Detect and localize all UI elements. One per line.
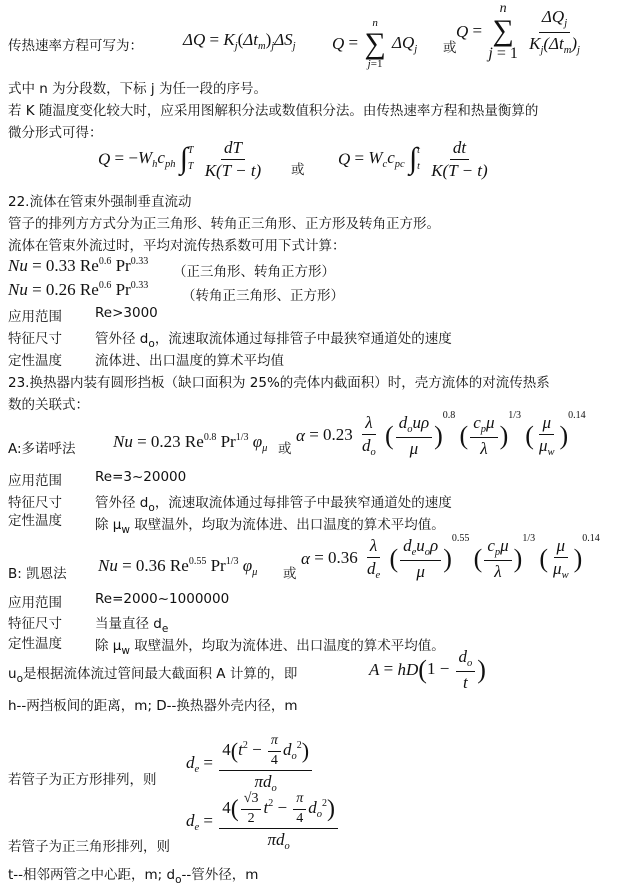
- heat-rate-equation: $\Delta Q = K_j(\Delta t_m)_j\Delta S_j$: [183, 30, 296, 52]
- donohue-alpha-equation: α = 0.23 $\frac{\lambda}{d_o}$ ( $\frac{d_ou\rho}{\mu}$ )$^{0.8}$ ( $\frac{c_p\mu}{\lambda}$ )$^{1/3}$ ( $\frac{\mu}{\mu_w}$ )$^{0.14}$: [296, 410, 586, 459]
- sum-equation: Q = n ∑ j=1 $\Delta Q_j$: [332, 17, 418, 70]
- triangle-arrangement-text: 若管子为正三角形排列，则: [8, 839, 170, 855]
- char-label-A: 特征尺寸: [8, 495, 62, 511]
- section-22-para-2: 流体在管束外流过时，平均对流传热系数可用下式计算：: [8, 238, 346, 254]
- integral-equation-hot: $Q = -W_hc_{ph}$ ∫ T T $\frac{dT}{K(T - t)}$: [98, 138, 262, 180]
- intro-text: 传热速率方程可写为：: [8, 38, 143, 54]
- text-line-3b: 微分形式可得：: [8, 125, 103, 141]
- char-value-22: 管外径 $d_o$，流速取流体通过每排管子中最狭窄通道处的速度: [95, 331, 452, 350]
- kern-or: 或: [283, 566, 297, 582]
- donohue-label: A:多诺呼法: [8, 441, 76, 457]
- range-value-A: Re=3~20000: [95, 469, 187, 485]
- char-label-22: 特征尺寸: [8, 331, 62, 347]
- section-23-heading-b: 数的关联式：: [8, 397, 89, 413]
- temp-label-22: 定性温度: [8, 353, 62, 369]
- square-arrangement-text: 若管子为正方形排列，则: [8, 772, 157, 788]
- section-22-heading: 22.流体在管束外强制垂直流动: [8, 194, 192, 210]
- t-do-definition: t--相邻两管之中心距，m; $d_o--$管外径，m: [8, 867, 259, 886]
- temp-label-A: 定性温度: [8, 513, 62, 529]
- range-label-B: 应用范围: [8, 595, 62, 611]
- temp-value-22: 流体进、出口温度的算术平均值: [95, 353, 284, 369]
- kern-alpha-equation: α = 0.36 $\frac{\lambda}{d_e}$ ( $\frac{d_eu_o\rho}{\mu}$ )$^{0.55}$ ( $\frac{c_p\mu}{\lambda}$ )$^{1/3}$ ( $\frac{\mu}{\mu_w}$ )$^{0.14}$: [301, 533, 600, 582]
- nusselt-eq-b-note: （转角正三角形、正方形）: [182, 288, 344, 304]
- nusselt-eq-a-note: （正三角形、转角正方形）: [173, 264, 335, 280]
- de-triangle-equation: $d_e$ = 4( $\frac{√3}{2}$ $t^2$ − $\frac{\pi}{4}$ $d_o^2$) $\pi d_o$: [186, 792, 340, 852]
- uo-definition: $u_o$是根据流体流过管间最大截面积 A 计算的，即: [8, 666, 298, 685]
- temp-value-A: 除 $\mu_w$ 取壁温外，均取为流体进、出口温度的算术平均值。: [95, 517, 445, 536]
- sum-fraction-equation: Q = n ∑ j = 1 $\frac{\Delta Q_j}{K_j(\Delta t_m)_j}$: [456, 1, 580, 62]
- range-label-22: 应用范围: [8, 309, 62, 325]
- de-square-equation: $d_e$ = $4(t^2$ − $\frac{\pi}{4}$ $d_o^2$) $\pi d_o$: [186, 734, 314, 794]
- or-text-1: 或: [443, 40, 457, 56]
- char-value-B: 当量直径 $d_e$: [95, 616, 169, 635]
- temp-value-B: 除 $\mu_w$ 取壁温外，均取为流体进、出口温度的算术平均值。: [95, 638, 445, 657]
- donohue-or: 或: [278, 441, 292, 457]
- text-line-3a: 若 K 随温度变化较大时，应采用图解积分法或数值积分法。由传热速率方程和热量衡算的: [8, 103, 539, 119]
- area-equation: A = hD(1 − $\frac{d_o}{t}$ ): [369, 647, 486, 693]
- range-value-22: Re>3000: [95, 305, 158, 321]
- text-line-2: 式中 n 为分段数，下标 j 为任一段的序号。: [8, 81, 267, 97]
- nusselt-eq-a: Nu = 0.33 $Re^{0.6}$ $Pr^{0.33}$: [8, 256, 149, 275]
- section-23-heading-a: 23.换热器内装有圆形挡板（缺口面积为 25%的壳体内截面积）时，壳方流体的对流传热系: [8, 375, 550, 391]
- kern-nu-equation: Nu = 0.36 $Re^{0.55}$ $Pr^{1/3}$ $\varphi_\mu$: [98, 556, 258, 578]
- char-value-A: 管外径 $d_o$，流速取流体通过每排管子中最狭窄通道处的速度: [95, 495, 452, 514]
- char-label-B: 特征尺寸: [8, 616, 62, 632]
- section-22-para-1: 管子的排列方方式分为正三角形、转角正三角形、正方形及转角正方形。: [8, 216, 440, 232]
- integral-equation-cold: $Q = W_cc_{pc}$ ∫ t t $\frac{dt}{K(T - t)}$: [338, 138, 488, 180]
- or-text-2: 或: [291, 162, 305, 178]
- kern-label: B: 凯恩法: [8, 566, 67, 582]
- donohue-nu-equation: Nu = 0.23 $Re^{0.8}$ $Pr^{1/3}$ $\varphi_\mu$: [113, 432, 268, 454]
- nusselt-eq-b: Nu = 0.26 $Re^{0.6}$ $Pr^{0.33}$: [8, 280, 149, 299]
- range-value-B: Re=2000~1000000: [95, 591, 230, 607]
- temp-label-B: 定性温度: [8, 636, 62, 652]
- range-label-A: 应用范围: [8, 473, 62, 489]
- h-D-definition: h--两挡板间的距离，m; D--换热器外壳内径，m: [8, 698, 298, 714]
